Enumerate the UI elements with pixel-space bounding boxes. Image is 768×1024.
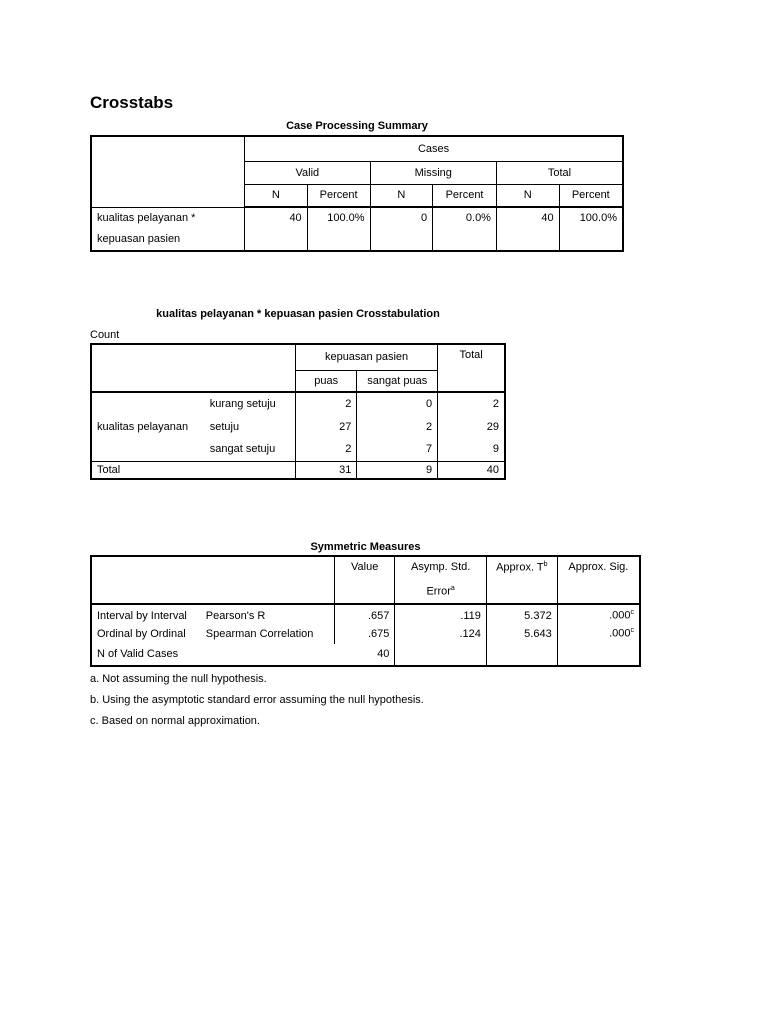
symmetric-table bbox=[90, 555, 641, 667]
cell-value: 2 bbox=[295, 438, 356, 461]
col-percent: Percent bbox=[559, 184, 623, 207]
row-label: setuju bbox=[205, 415, 296, 438]
cell-total: 29 bbox=[438, 415, 505, 438]
missing-n-value: 0 bbox=[370, 207, 433, 251]
t-cell: 5.372 bbox=[486, 604, 557, 624]
valid-n-value: 40 bbox=[245, 207, 308, 251]
group-label: Ordinal by Ordinal bbox=[91, 624, 201, 644]
symmetric-caption: Symmetric Measures bbox=[310, 541, 421, 553]
col-n: N bbox=[496, 184, 559, 207]
col-percent: Percent bbox=[433, 184, 497, 207]
footnote-a: a. Not assuming the null hypothesis. bbox=[90, 673, 267, 685]
t-header bbox=[486, 556, 557, 604]
footnote-marker: c bbox=[630, 627, 634, 635]
measure-label: Pearson's R bbox=[201, 604, 335, 624]
sig-cell bbox=[557, 644, 640, 666]
total-header: Total bbox=[438, 344, 505, 392]
footnote-marker: a bbox=[450, 585, 455, 592]
total-value: 9 bbox=[357, 461, 438, 479]
value-header: Value bbox=[334, 556, 394, 604]
cell-value: 2 bbox=[295, 392, 356, 415]
total-n-value: 40 bbox=[496, 207, 559, 251]
corner-cell bbox=[91, 136, 245, 207]
kepuasan-header: kepuasan pasien bbox=[295, 344, 437, 370]
crosstab-table bbox=[90, 343, 506, 480]
valid-percent-value: 100.0% bbox=[307, 207, 370, 251]
footnote-marker: b bbox=[543, 561, 548, 568]
case-summary-table bbox=[90, 135, 624, 252]
cell-value: 0 bbox=[357, 392, 438, 415]
footnote-c: c. Based on normal approximation. bbox=[90, 715, 260, 727]
footnote-b: b. Using the asymptotic standard error assuming the null hypothesis. bbox=[90, 694, 424, 706]
col-n: N bbox=[245, 184, 308, 207]
measure-label: Spearman Correlation bbox=[201, 624, 335, 644]
cell-total: 9 bbox=[438, 438, 505, 461]
ase-cell: .124 bbox=[395, 624, 487, 644]
value-cell: .657 bbox=[334, 604, 394, 624]
page-title: Crosstabs bbox=[90, 93, 174, 112]
col-n: N bbox=[370, 184, 433, 207]
t-cell bbox=[486, 644, 557, 666]
row-label-line-1: kualitas pelayanan * bbox=[97, 211, 196, 224]
row-label: sangat setuju bbox=[205, 438, 296, 461]
missing-header: Missing bbox=[370, 161, 496, 184]
sig-value: .000 bbox=[609, 627, 631, 640]
t-cell: 5.643 bbox=[486, 624, 557, 644]
cell-total: 2 bbox=[438, 392, 505, 415]
t-header-text: Approx. T bbox=[496, 561, 544, 574]
ase-header-line-1: Asymp. Std. bbox=[411, 561, 471, 573]
grand-total-value: 40 bbox=[438, 461, 505, 479]
footnote-marker: c bbox=[630, 609, 634, 617]
sig-cell bbox=[557, 604, 640, 624]
value-cell: 40 bbox=[334, 644, 394, 666]
count-label: Count bbox=[90, 329, 120, 341]
ase-cell bbox=[395, 644, 487, 666]
valid-header: Valid bbox=[245, 161, 370, 184]
corner-cell bbox=[91, 556, 334, 604]
row-label-line-2: kepuasan pasien bbox=[97, 232, 181, 245]
n-valid-label: N of Valid Cases bbox=[91, 644, 334, 666]
total-value: 31 bbox=[295, 461, 356, 479]
col-percent: Percent bbox=[307, 184, 370, 207]
ase-header-line-2 bbox=[400, 578, 481, 603]
row-label bbox=[91, 207, 245, 251]
row-label: kurang setuju bbox=[205, 392, 296, 415]
missing-percent-value: 0.0% bbox=[433, 207, 497, 251]
sig-header: Approx. Sig. bbox=[557, 556, 640, 604]
cell-value: 2 bbox=[357, 415, 438, 438]
total-header: Total bbox=[496, 161, 623, 184]
group-label: Interval by Interval bbox=[91, 604, 201, 624]
case-summary-caption: Case Processing Summary bbox=[286, 120, 428, 132]
total-percent-value: 100.0% bbox=[559, 207, 623, 251]
value-cell: .675 bbox=[334, 624, 394, 644]
sig-cell bbox=[557, 624, 640, 644]
sig-value: .000 bbox=[609, 609, 631, 622]
total-row-label: Total bbox=[91, 461, 295, 479]
cell-value: 27 bbox=[295, 415, 356, 438]
ase-cell: .119 bbox=[395, 604, 487, 624]
crosstab-caption: kualitas pelayanan * kepuasan pasien Crosstabulation bbox=[156, 308, 440, 320]
corner-cell bbox=[91, 344, 295, 392]
col-puas: puas bbox=[295, 370, 356, 392]
ase-header-text: Error bbox=[426, 585, 451, 598]
cases-header: Cases bbox=[245, 136, 623, 161]
row-var-label: kualitas pelayanan bbox=[91, 392, 205, 461]
cell-value: 7 bbox=[357, 438, 438, 461]
ase-header bbox=[395, 556, 487, 604]
col-sangat-puas: sangat puas bbox=[357, 370, 438, 392]
